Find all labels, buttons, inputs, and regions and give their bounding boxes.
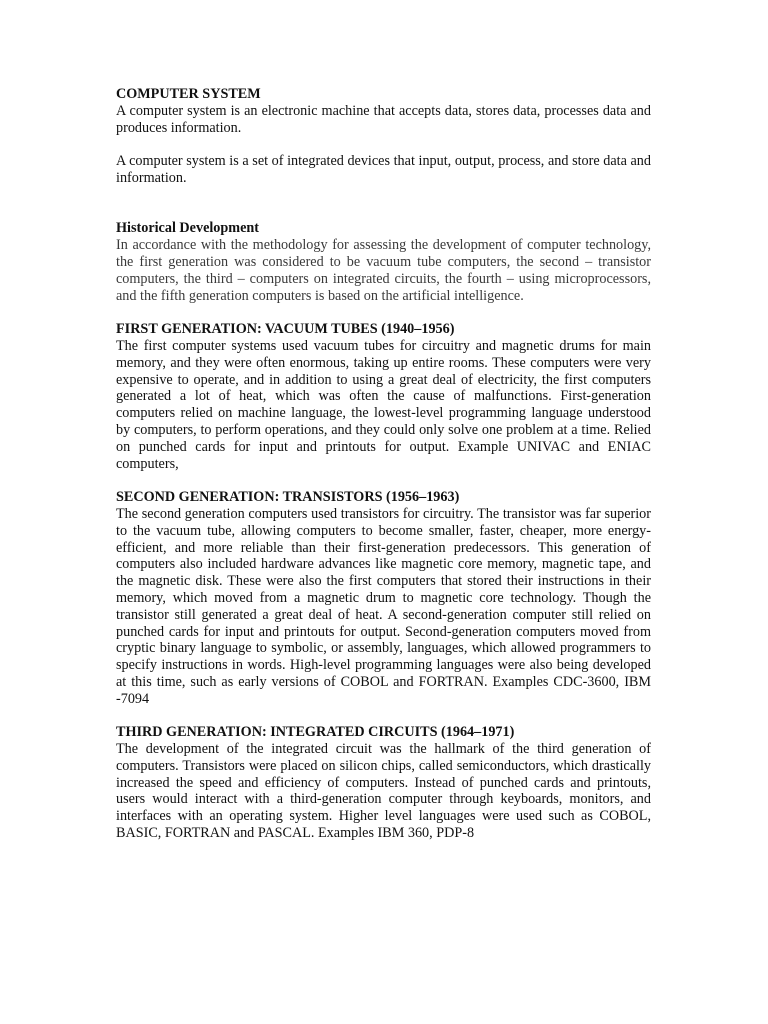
- spacer: [116, 707, 651, 724]
- section-computer-system: [116, 86, 651, 187]
- spacer: [116, 136, 651, 153]
- section-historical-development: [116, 220, 651, 304]
- document-page: [116, 86, 651, 842]
- heading-first-generation: FIRST GENERATION: VACUUM TUBES (1940–1956): [116, 321, 455, 338]
- section-first-generation: [116, 321, 651, 472]
- heading-second-generation: SECOND GENERATION: TRANSISTORS (1956–1963): [116, 489, 460, 506]
- paragraph-third-generation: The development of the integrated circuit was the hallmark of the third generation of computers. Transistors were placed on silicon chips, called semiconductors, which drastically increased the speed and efficiency of computers. Instead of punched cards and printouts, users would interact with a third-generation computer through keyboards, monitors, and interfaces with an operating system. Higher level languages were used such as COBOL, BASIC, FORTRAN and PASCAL. Examples IBM 360, PDP-8: [116, 741, 651, 842]
- spacer: [116, 304, 651, 321]
- section-third-generation: [116, 724, 651, 842]
- spacer: [116, 187, 651, 221]
- heading-historical-development: Historical Development: [116, 220, 260, 237]
- spacer: [116, 472, 651, 489]
- paragraph-definition-1: A computer system is an electronic machine that accepts data, stores data, processes data and produces information.: [116, 102, 651, 136]
- paragraph-definition-2: A computer system is a set of integrated devices that input, output, process, and store data and information.: [116, 153, 651, 186]
- paragraph-historical-development: In accordance with the methodology for assessing the development of computer technology, the first generation was considered to be vacuum tube computers, the second – transistor computers, the third – computers on integrated circuits, the fourth – using microprocessors, and the fifth generation computers is based on the artificial intelligence.: [116, 237, 651, 304]
- heading-computer-system: COMPUTER SYSTEM: [116, 86, 261, 102]
- heading-third-generation: THIRD GENERATION: INTEGRATED CIRCUITS (1964–1971): [116, 724, 515, 741]
- paragraph-second-generation: The second generation computers used transistors for circuitry. The transistor was far superior to the vacuum tube, allowing computers to become smaller, faster, cheaper, more energy-efficient, and more reliable than their first-generation predecessors. This generation of computers also included hardware advances like magnetic core memory, magnetic tape, and the magnetic disk. These were also the first computers that stored their instructions in their memory, which moved from a magnetic drum to magnetic core technology. Though the transistor still generated a great deal of heat. A second-generation computer still relied on punched cards for input and printouts for output. Second-generation computers moved from cryptic binary language to symbolic, or assembly, languages, which allowed programmers to specify instructions in words. High-level programming languages were also being developed at this time, such as early versions of COBOL and FORTRAN. Examples CDC-3600, IBM -7094: [116, 505, 651, 707]
- section-second-generation: [116, 489, 651, 707]
- paragraph-first-generation: The first computer systems used vacuum tubes for circuitry and magnetic drums for main memory, and they were often enormous, taking up entire rooms. These computers were very expensive to operate, and in addition to using a great deal of electricity, the first computers generated a lot of heat, which was often the cause of malfunctions. First-generation computers relied on machine language, the lowest-level programming language understood by computers, to perform operations, and they could only solve one problem at a time. Relied on punched cards for input and printouts for output. Example UNIVAC and ENIAC computers,: [116, 337, 651, 472]
